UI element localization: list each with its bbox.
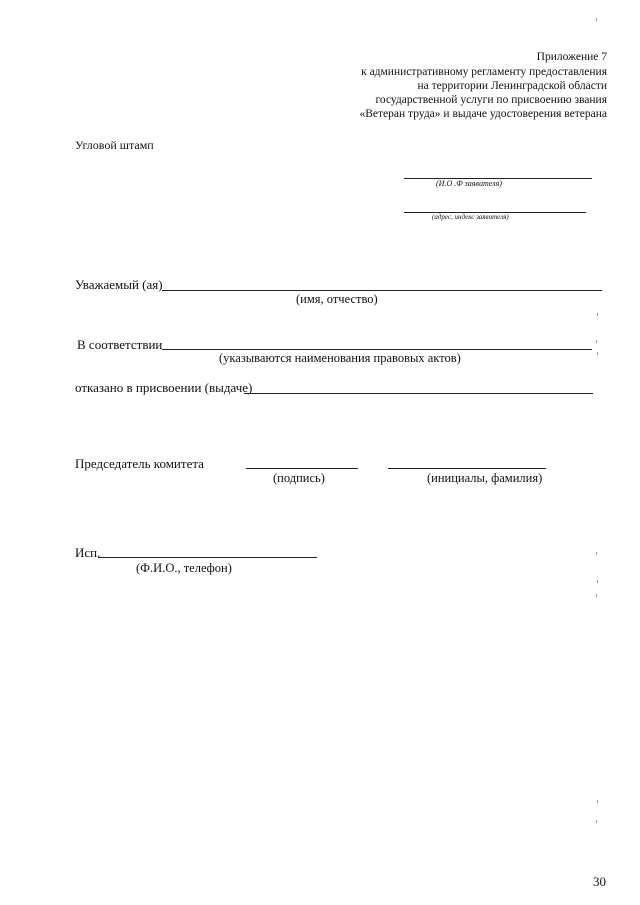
salutation-caption: (имя, отчество) bbox=[296, 292, 378, 306]
executor-line bbox=[98, 557, 317, 558]
corner-stamp-label: Угловой штамп bbox=[75, 138, 154, 152]
chairman-label: Председатель комитета bbox=[75, 456, 204, 471]
executor-caption: (Ф.И.О., телефон) bbox=[136, 561, 232, 575]
executor-label: Исп. bbox=[75, 545, 101, 560]
accordance-caption: (указываются наименования правовых актов) bbox=[219, 351, 461, 365]
signature-caption: (подпись) bbox=[273, 471, 325, 485]
accordance-line bbox=[162, 349, 592, 350]
salutation-line bbox=[162, 290, 602, 291]
signature-line bbox=[246, 468, 358, 469]
scan-speck bbox=[597, 800, 598, 803]
applicant-name-caption: (И.О .Ф заявителя) bbox=[436, 179, 502, 188]
chairman-name-line bbox=[388, 468, 546, 469]
chairman-name-caption: (инициалы, фамилия) bbox=[427, 471, 543, 485]
accordance-label: В соответствии bbox=[77, 337, 163, 352]
scan-speck bbox=[597, 352, 598, 355]
page-number: 30 bbox=[593, 874, 606, 889]
appendix-line-3: на территории Ленинградской области bbox=[417, 80, 607, 92]
appendix-line-4: государственной услуги по присвоению звания bbox=[375, 94, 607, 106]
scan-speck bbox=[597, 313, 598, 316]
scan-speck bbox=[596, 552, 597, 555]
refusal-line bbox=[244, 393, 593, 394]
scan-speck bbox=[596, 594, 597, 597]
scan-speck bbox=[597, 580, 598, 583]
appendix-title: Приложение 7 bbox=[536, 51, 607, 63]
refusal-label: отказано в присвоении (выдаче) bbox=[75, 380, 253, 395]
scan-speck bbox=[596, 340, 597, 343]
scan-speck bbox=[596, 18, 597, 21]
salutation-label: Уважаемый (ая) bbox=[75, 277, 163, 292]
appendix-line-5: «Ветеран труда» и выдаче удостоверения ветерана bbox=[359, 108, 607, 120]
scan-speck bbox=[596, 820, 597, 823]
appendix-line-2: к административному регламенту предоставления bbox=[361, 66, 607, 78]
applicant-address-caption: (адрес, индекс заявителя) bbox=[432, 213, 509, 221]
